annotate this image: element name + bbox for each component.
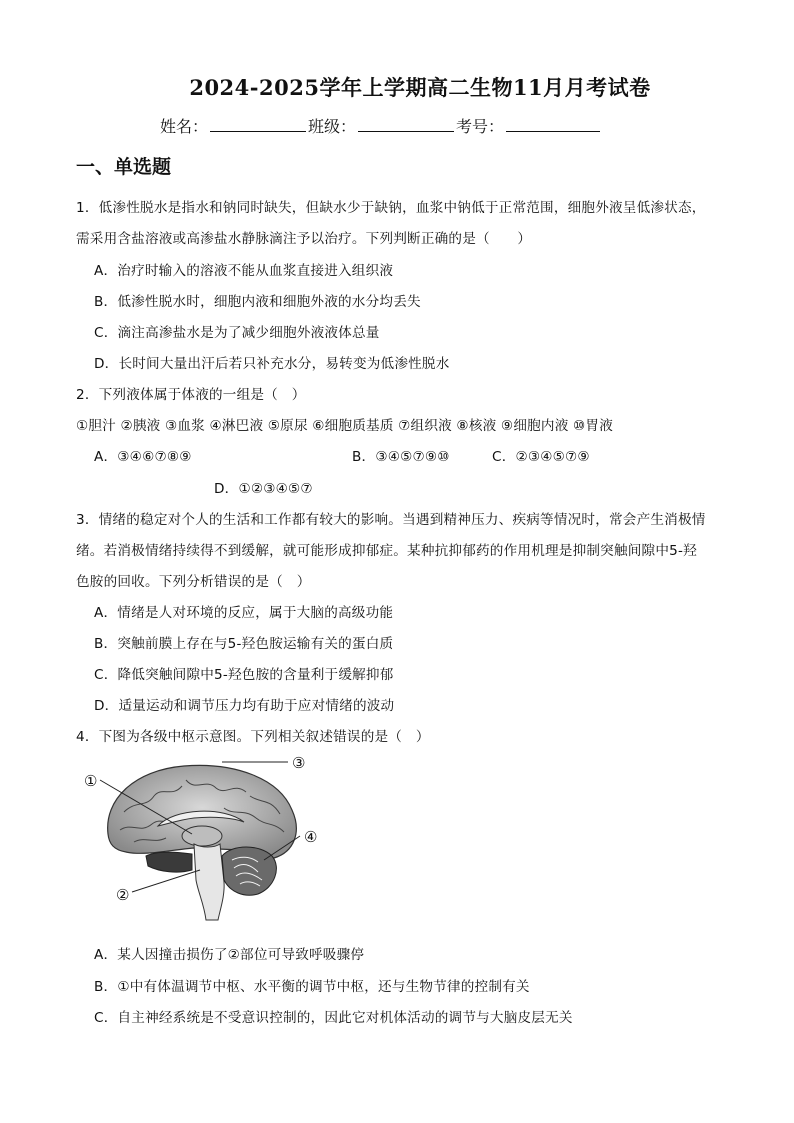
- q2-option-d[interactable]: D．①②③④⑤⑦: [214, 481, 313, 497]
- student-info-row: [160, 114, 602, 137]
- q1-stem-line1: 1．低渗性脱水是指水和钠同时缺失，但缺水少于缺钠，血浆中钠低于正常范围，细胞外液呈低渗状态，: [76, 200, 706, 216]
- q3-option-c[interactable]: C．降低突触间隙中5-羟色胺的含量利于缓解抑郁: [94, 667, 394, 683]
- leader-line-2: [132, 870, 200, 892]
- brainstem-shape: [194, 844, 224, 920]
- label-1: ①: [84, 772, 98, 790]
- diencephalon-shape: [182, 826, 222, 846]
- q3-stem-line2: 绪。若消极情绪持续得不到缓解，就可能形成抑郁症。某种抗抑郁药的作用机理是抑制突触间隙中5-羟: [76, 543, 697, 559]
- q3-stem-line1: 3．情绪的稳定对个人的生活和工作都有较大的影响。当遇到精神压力、疾病等情况时，常会产生消极情: [76, 512, 706, 528]
- number-label: 考号：: [456, 117, 505, 136]
- number-blank[interactable]: [506, 117, 600, 132]
- q2-stem: 2．下列液体属于体液的一组是（ ）: [76, 387, 306, 403]
- q4-option-b[interactable]: B．①中有体温调节中枢、水平衡的调节中枢，还与生物节律的控制有关: [94, 979, 530, 995]
- name-blank[interactable]: [210, 117, 306, 132]
- temporal-shadow-shape: [146, 852, 192, 872]
- brain-diagram: [74, 752, 334, 924]
- cerebellum-shape: [222, 847, 276, 895]
- q4-stem: 4．下图为各级中枢示意图。下列相关叙述错误的是（ ）: [76, 729, 430, 745]
- class-label: 班级：: [308, 117, 357, 136]
- q3-option-b[interactable]: B．突触前膜上存在与5-羟色胺运输有关的蛋白质: [94, 636, 394, 652]
- exam-title: 2024-2025学年上学期高二生物11月月考试卷: [189, 75, 651, 100]
- q3-stem-line3: 色胺的回收。下列分析错误的是（ ）: [76, 574, 311, 590]
- q1-option-d[interactable]: D．长时间大量出汗后若只补充水分，易转变为低渗性脱水: [94, 356, 450, 372]
- q3-option-a[interactable]: A．情绪是人对环境的反应，属于大脑的高级功能: [94, 605, 394, 621]
- q1-option-b[interactable]: B．低渗性脱水时，细胞内液和细胞外液的水分均丢失: [94, 294, 421, 310]
- q4-option-a[interactable]: A．某人因撞击损伤了②部位可导致呼吸骤停: [94, 947, 365, 963]
- label-3: ③: [292, 754, 306, 772]
- q2-option-b[interactable]: B．③④⑤⑦⑨⑩: [352, 449, 450, 465]
- name-label: 姓名：: [160, 117, 209, 136]
- q1-option-a[interactable]: A．治疗时输入的溶液不能从血浆直接进入组织液: [94, 263, 394, 279]
- q1-stem-line2: 需采用含盐溶液或高渗盐水静脉滴注予以治疗。下列判断正确的是（ ）: [76, 231, 532, 247]
- q3-option-d[interactable]: D．适量运动和调节压力均有助于应对情绪的波动: [94, 698, 395, 714]
- q1-option-c[interactable]: C．滴注高渗盐水是为了减少细胞外液液体总量: [94, 325, 380, 341]
- class-blank[interactable]: [358, 117, 454, 132]
- section-heading: 一、单选题: [76, 156, 172, 178]
- q2-items: ①胆汁 ②胰液 ③血浆 ④淋巴液 ⑤原尿 ⑥细胞质基质 ⑦组织液 ⑧核液 ⑨细胞内液 ⑩胃液: [76, 418, 613, 434]
- label-4: ④: [304, 828, 318, 846]
- q4-option-c[interactable]: C．自主神经系统是不受意识控制的，因此它对机体活动的调节与大脑皮层无关: [94, 1010, 573, 1026]
- q2-option-a[interactable]: A．③④⑥⑦⑧⑨: [94, 449, 192, 465]
- q2-option-c[interactable]: C．②③④⑤⑦⑨: [492, 449, 590, 465]
- label-2: ②: [116, 886, 130, 904]
